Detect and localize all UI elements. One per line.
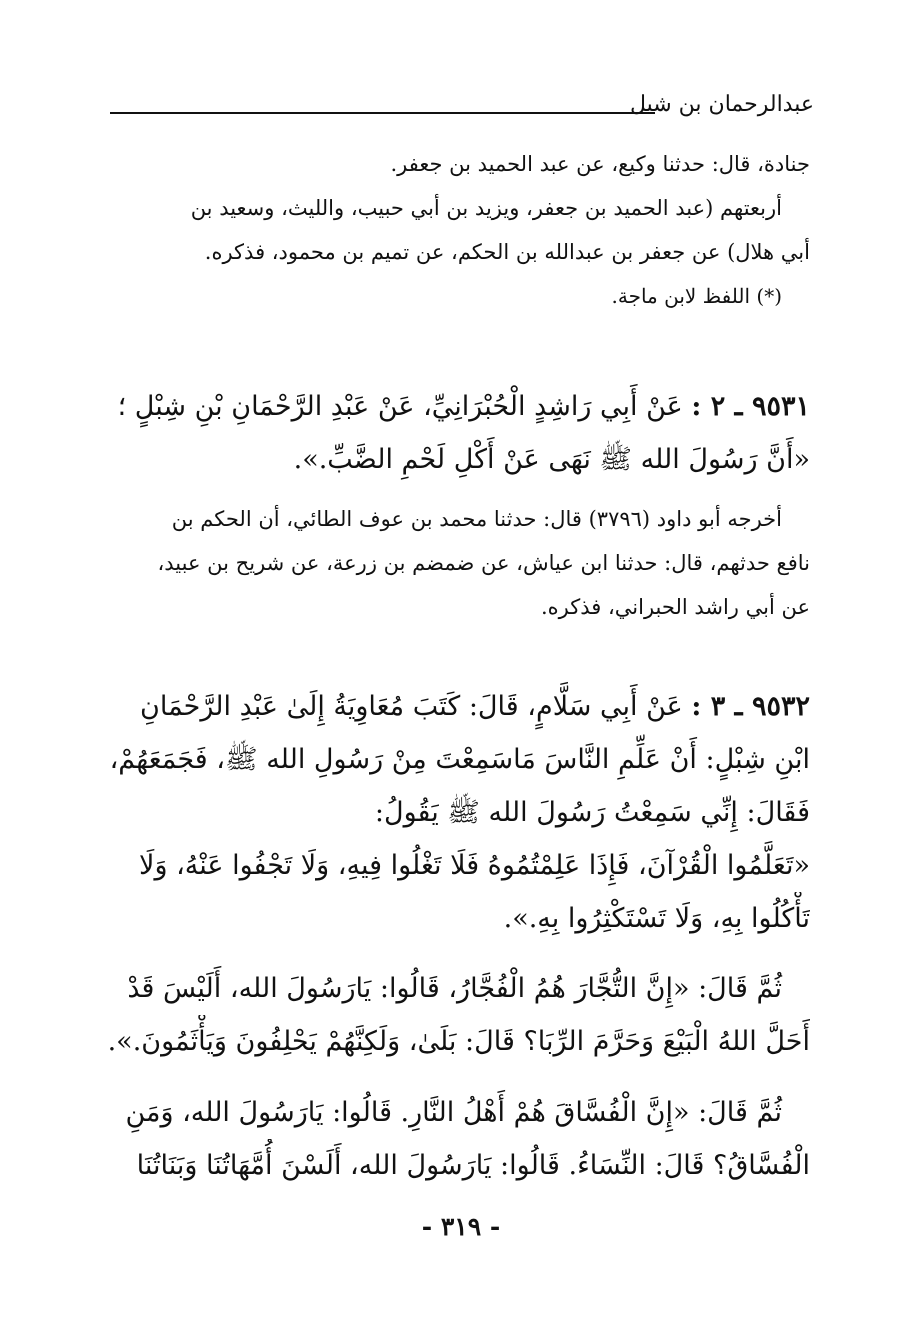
hadith-line: ابْنِ شِبْلٍ: أَنْ عَلِّمِ النَّاسَ مَاسَمِعْتَ مِنْ رَسُولِ الله ﷺ، فَجَمَعَهُمْ، [109, 744, 810, 775]
hadith-line: فَقَالَ: إِنِّي سَمِعْتُ رَسُولَ الله ﷺ يَقُولُ: [374, 797, 810, 828]
hadith-line: الْفُسَّاقُ؟ قَالَ: النِّسَاءُ. قَالُوا: يَارَسُولَ الله، أَلَسْنَ أُمَّهَاتُنَا وَبَنَاتُنَا [136, 1150, 810, 1181]
hadith-number: ٩٥٣٢ ـ ٣ : [691, 691, 810, 722]
source-line: نافع حدثهم، قال: حدثنا ابن عياش، عن ضمضم بن زرعة، عن شريح بن عبيد، [157, 551, 810, 575]
hadith-number: ٩٥٣١ ـ ٢ : [691, 391, 810, 422]
hadith-line: أَحَلَّ اللهُ الْبَيْعَ وَحَرَّمَ الرِّبَا؟ قَالَ: بَلَىٰ، وَلَكِنَّهُمْ يَحْلِفُونَ وَيَأْثَمُونَ.». [107, 1026, 810, 1057]
source-line: أخرجه أبو داود (٣٧٩٦) قال: حدثنا محمد بن عوف الطائي، أن الحكم بن [171, 507, 782, 531]
page-header [100, 92, 822, 128]
source-line: عن أبي راشد الحبراني، فذكره. [541, 595, 810, 619]
hadith-line [100, 380, 810, 433]
text-line: جنادة، قال: حدثنا وكيع، عن عبد الحميد بن جعفر. [390, 152, 810, 176]
hadith-line: ثُمَّ قَالَ: «إِنَّ الْفُسَّاقَ هُمْ أَهْلُ النَّارِ. قَالُوا: يَارَسُولَ الله، وَمَنِ [125, 1097, 782, 1128]
hadith-9531 [100, 380, 810, 486]
page-number: - ٣١٩ - [421, 1212, 501, 1241]
hadith-9532-part-c [100, 1086, 810, 1192]
hadith-9532-part-b [100, 962, 810, 1068]
header-title: عبدالرحمان بن شبل [629, 92, 814, 117]
hadith-9531-source [100, 497, 810, 629]
hadith-9532 [100, 680, 810, 945]
header-rule [110, 112, 655, 114]
text-line: أبي هلال) عن جعفر بن عبدالله بن الحكم، عن تميم بن محمود، فذكره. [204, 240, 810, 264]
hadith-line: تَأْكُلُوا بِهِ، وَلَا تَسْتَكْثِرُوا بِهِ.». [503, 903, 810, 934]
text-line: أربعتهم (عبد الحميد بن جعفر، ويزيد بن أبي حبيب، والليث، وسعيد بن [190, 196, 782, 220]
hadith-line: «تَعَلَّمُوا الْقُرْآنَ، فَإِذَا عَلِمْتُمُوهُ فَلَا تَغْلُوا فِيهِ، وَلَا تَجْفُوا عَنْهُ، وَلَا [139, 850, 810, 881]
hadith-line: «أَنَّ رَسُولَ الله ﷺ نَهَى عَنْ أَكْلِ لَحْمِ الضَّبِّ.». [293, 444, 810, 475]
source-continuation [100, 142, 810, 318]
hadith-line [100, 680, 810, 733]
hadith-text: عَنْ أَبِي سَلَّامٍ، قَالَ: كَتَبَ مُعَاوِيَةُ إِلَىٰ عَبْدِ الرَّحْمَانِ [140, 691, 683, 722]
hadith-text: عَنْ أَبِي رَاشِدٍ الْحُبْرَانِيِّ، عَنْ عَبْدِ الرَّحْمَانِ بْنِ شِبْلٍ ؛ [117, 391, 683, 422]
footnote: (*) اللفظ لابن ماجة. [611, 284, 782, 308]
hadith-line: ثُمَّ قَالَ: «إِنَّ التُّجَّارَ هُمُ الْفُجَّارُ، قَالُوا: يَارَسُولَ الله، أَلَيْسَ قَدْ [127, 973, 782, 1004]
